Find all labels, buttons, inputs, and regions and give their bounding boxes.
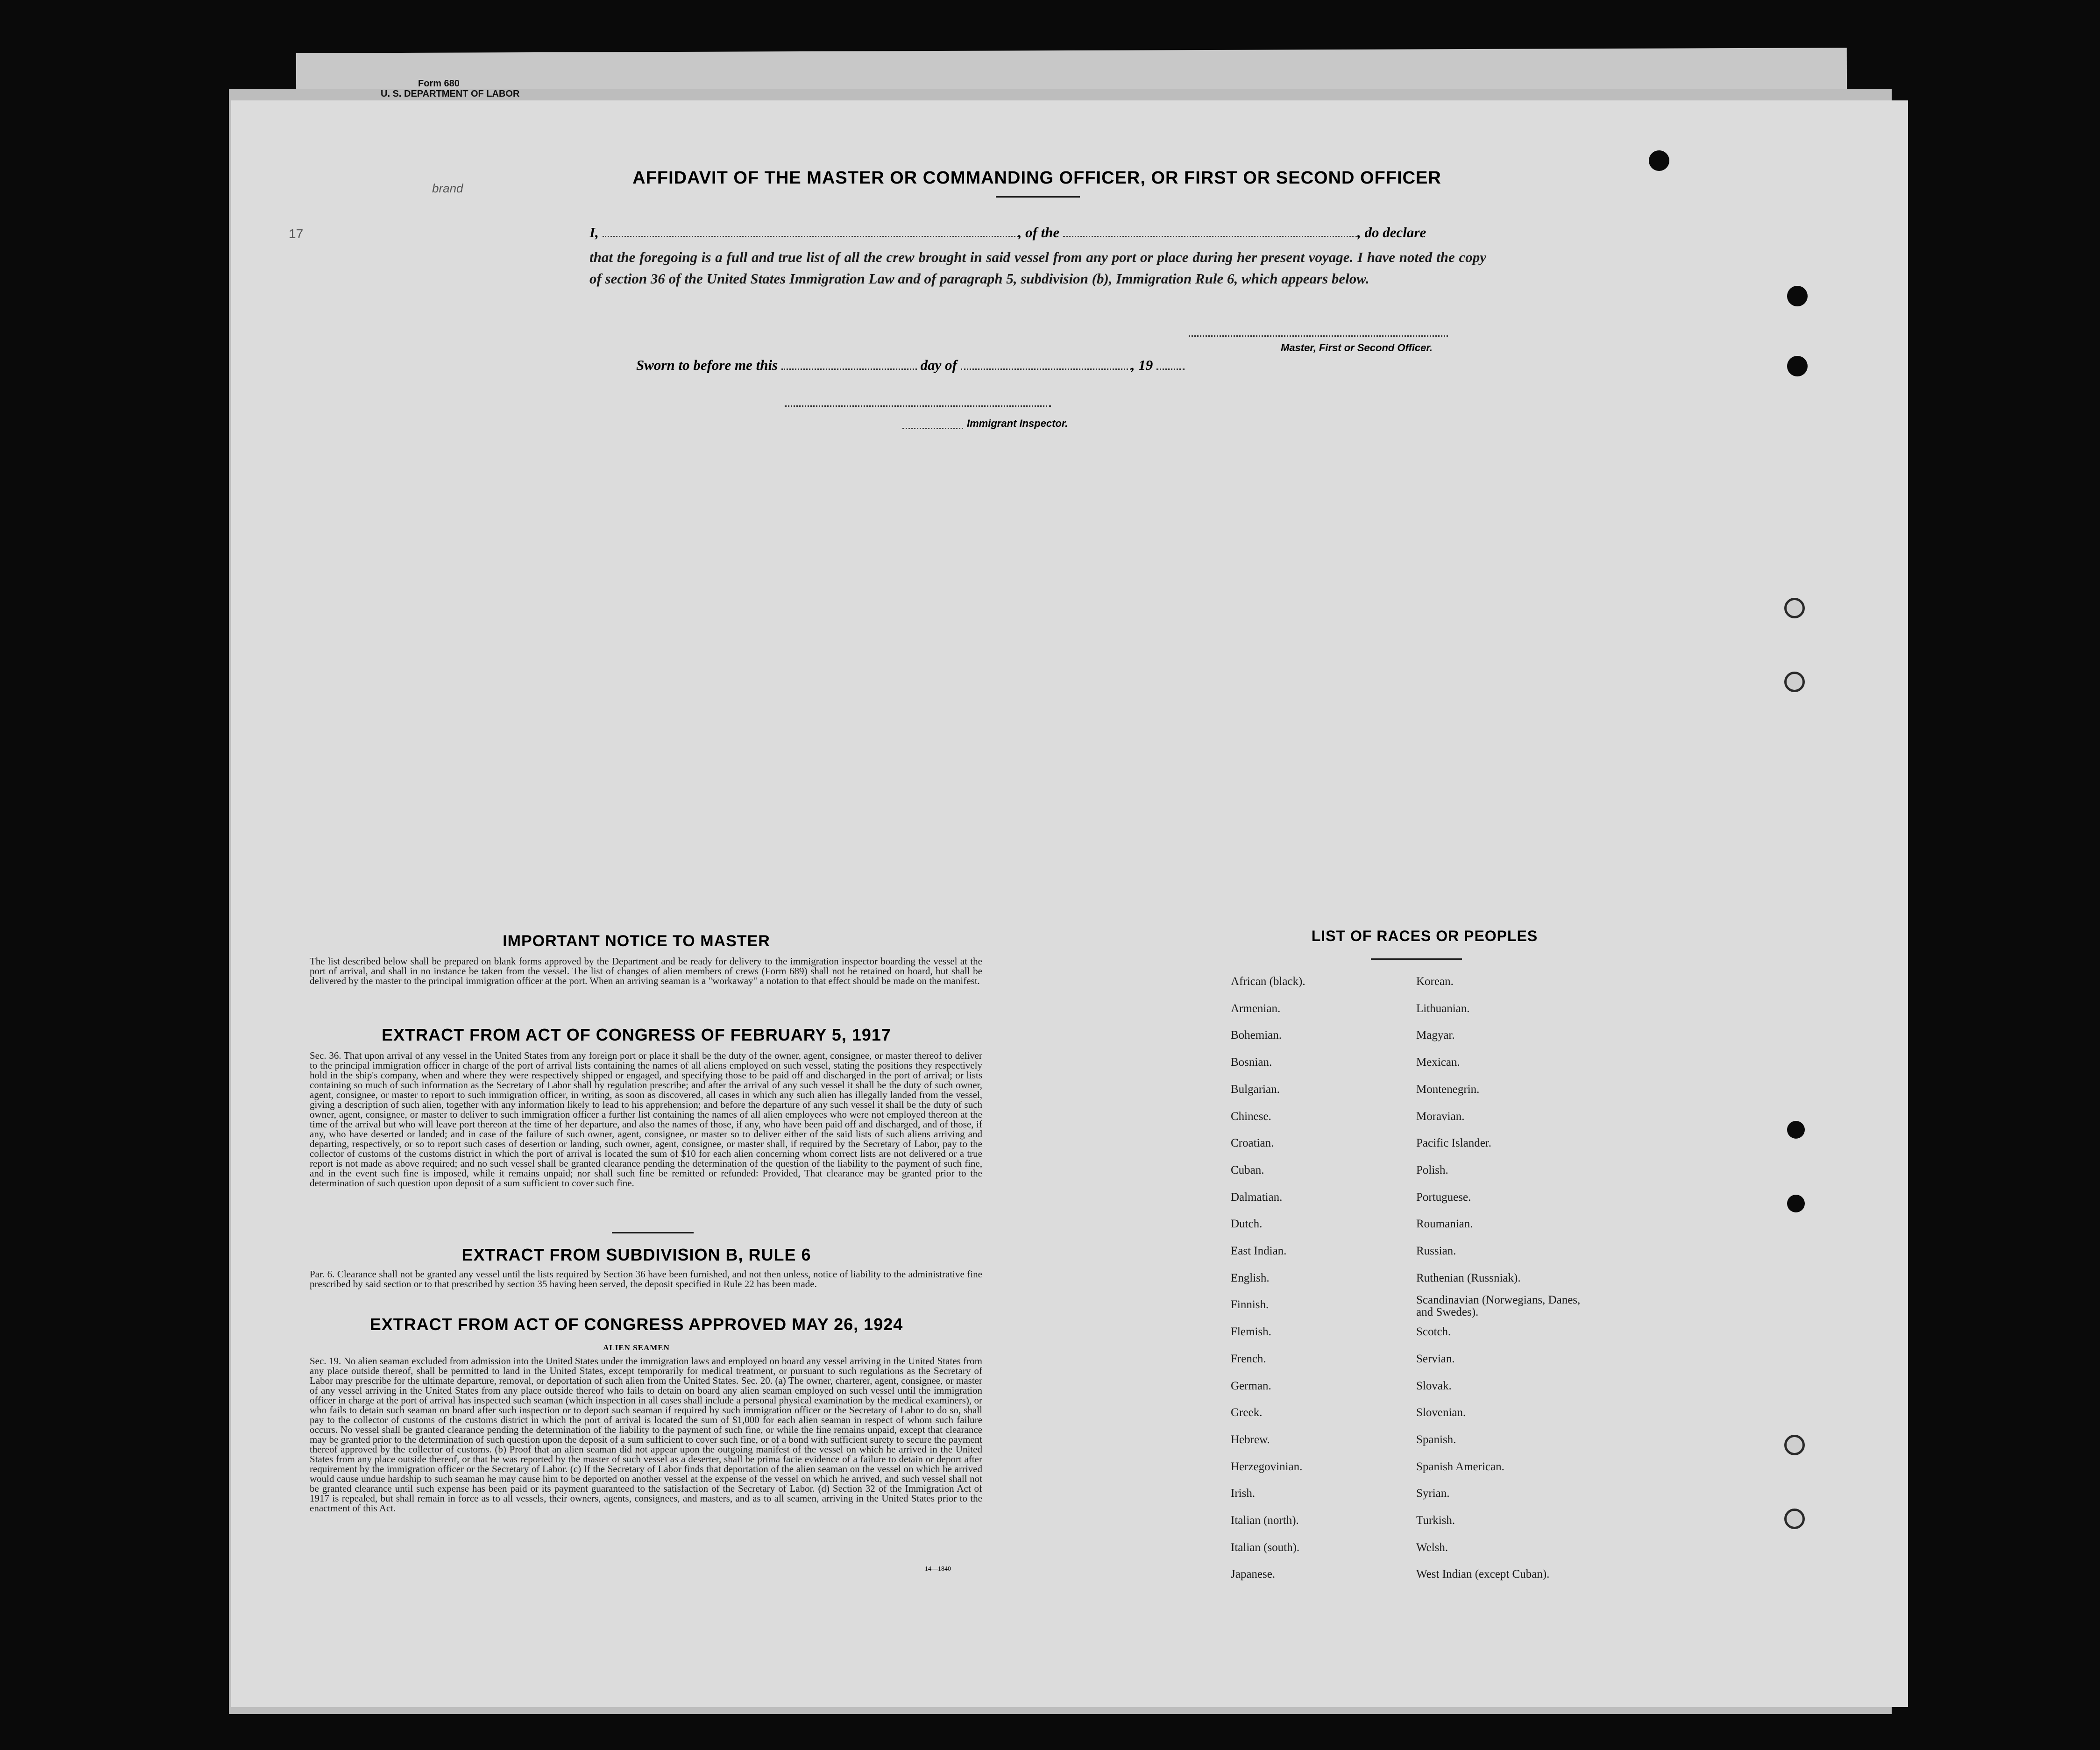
punch-hole — [1787, 356, 1808, 376]
extract-1924-title: EXTRACT FROM ACT OF CONGRESS APPROVED MAY 26, 1924 — [369, 1315, 903, 1334]
rule6-text: Par. 6. Clearance shall not be granted any vessel until the lists required by Section 36 have been furnished, and not then unless, notice of liability to the administrative fine prescribed by said section or to that prescribed by section 35 having been served, the deposit specified in Rule 22 has been made. — [310, 1268, 982, 1289]
race-item: West Indian (except Cuban). — [1416, 1568, 1550, 1581]
print-code: 14—1840 — [925, 1566, 951, 1573]
race-item: Spanish. — [1416, 1433, 1456, 1446]
race-item: Greek. — [1231, 1406, 1263, 1419]
race-item: East Indian. — [1231, 1245, 1287, 1258]
name-blank — [603, 225, 1018, 237]
race-item: Lithuanian. — [1416, 1002, 1470, 1015]
punch-hole — [1787, 286, 1808, 306]
notice-text: The list described below shall be prepared on blank forms approved by the Department and be ready for delivery to the immigration inspector boarding the vessel at the port of arrival, and shall in no instance be taken from the vessel. The list of changes of alien members of crews (Form 689) shall not be retained on board, but shall be delivered by the master to the principal immigration officer at the port. When an arriving seaman is a "workaway" a notation to that effect should be made on the manifest. — [310, 956, 982, 986]
sworn-prefix: Sworn to before me this — [636, 357, 778, 373]
race-item: Spanish American. — [1416, 1460, 1504, 1473]
stray-handwriting: brand — [432, 181, 463, 195]
inspector-signature-lead — [902, 421, 963, 429]
inspector-caption: Immigrant Inspector. — [967, 418, 1068, 429]
race-item: Croatian. — [1231, 1137, 1274, 1150]
race-item: Scandinavian (Norwegians, Danes, and Swedes). — [1416, 1294, 1581, 1319]
extract-1917-text: Sec. 36. That upon arrival of any vessel in the United States from any foreign port or place it shall be the duty of the owner, agent, consignee, or master thereof to deliver to the principal immigration officer in charge of the port of arrival lists containing the names of all aliens employed on such vessel, stating the positions they respectively hold in the ship's company, when and where they were respectively shipped or engaged, and specifying those to be paid off and discharged in the port of arrival; or lists containing so much of such information as the Secretary of Labor shall by regulation prescribe; and after the arrival of any such vessel it shall be the duty of such owner, agent, consignee, or master to report to such immigration officer, in writing, as soon as discovered, all cases in which any such alien has illegally landed from the vessel, giving a description of such alien, together with any information likely to lead to his apprehension; and before the departure of any such vessel it shall be the duty of such owner, agent, consignee, or master to deliver to such immigration officer a further list containing the names of all alien employees who were not employed thereon at the time of the arrival but who will leave port thereon at the time of her departure, and also the names of those, if any, who have been paid off and discharged, and of those, if any, who have deserted or landed; and in case of the failure of such owner, agent, consignee, or master so to deliver either of the said lists of such aliens arriving and departing, respectively, or so to report such cases of desertion or landing, such owner, agent, consignee, or master shall, if required by the Secretary of Labor, pay to the collector of customs of the customs district in which the port of arrival is located the sum of $10 for each alien concerning whom correct lists are not delivered or a true report is not made as above required; and no such vessel shall be granted clearance pending the determination of the question of the liability to the payment of such fine, and in the event such fine is imposed, while it remains unpaid; nor shall such fine be remitted or refunded: Provided, That clearance may be granted prior to the determination of such question upon deposit of a sum sufficient to cover such fine. — [310, 1050, 982, 1189]
race-item: Slovak. — [1416, 1379, 1452, 1392]
race-item: Bohemian. — [1231, 1029, 1282, 1042]
affidavit-title: AFFIDAVIT OF THE MASTER OR COMMANDING OFFICER, OR FIRST OR SECOND OFFICER — [632, 168, 1441, 188]
extract-1924-subtitle: ALIEN SEAMEN — [603, 1343, 670, 1352]
race-item: Welsh. — [1416, 1541, 1448, 1554]
margin-left-mark: 17 — [289, 227, 304, 241]
extract-1917-title: EXTRACT FROM ACT OF CONGRESS OF FEBRUARY 5, 1917 — [382, 1025, 891, 1044]
race-item: Herzegovinian. — [1231, 1460, 1303, 1473]
race-item: Polish. — [1416, 1163, 1448, 1176]
race-item: Mexican. — [1416, 1056, 1460, 1069]
rule6-title: EXTRACT FROM SUBDIVISION B, RULE 6 — [461, 1245, 811, 1264]
punch-hole-ring — [1784, 1509, 1805, 1529]
vessel-blank — [1063, 225, 1357, 237]
master-caption: Master, First or Second Officer. — [1281, 342, 1433, 354]
race-item: Syrian. — [1416, 1487, 1450, 1500]
race-item: German. — [1231, 1379, 1271, 1392]
sworn-day-blank — [781, 359, 917, 370]
sworn-month-blank — [961, 359, 1131, 370]
race-item: Irish. — [1231, 1487, 1256, 1500]
affidavit-declare-label: , do declare — [1357, 224, 1426, 241]
races-column-2 — [1416, 968, 1589, 1588]
section-divider — [612, 1232, 694, 1233]
race-item: African (black). — [1231, 975, 1305, 988]
race-item: Korean. — [1416, 975, 1454, 988]
form-header — [381, 78, 519, 99]
race-item: Dalmatian. — [1231, 1190, 1283, 1204]
race-item: Armenian. — [1231, 1002, 1281, 1015]
race-item: Bulgarian. — [1231, 1083, 1280, 1096]
punch-hole-ring — [1784, 672, 1805, 692]
inspector-signature-line — [785, 405, 1051, 407]
races-column-1 — [1231, 968, 1305, 1588]
punch-hole-ring — [1784, 1435, 1805, 1455]
master-signature-line — [1189, 335, 1448, 337]
race-item: French. — [1231, 1352, 1266, 1365]
sworn-year-blank — [1156, 359, 1185, 370]
form-number: Form 680 — [418, 78, 460, 89]
affidavit-of-the-label: , of the — [1018, 224, 1060, 241]
race-item: Chinese. — [1231, 1110, 1271, 1123]
race-item: Finnish. — [1231, 1298, 1269, 1311]
notice-title: IMPORTANT NOTICE TO MASTER — [503, 932, 770, 950]
punch-hole — [1649, 150, 1669, 171]
affidavit-i-label: I, — [589, 224, 599, 241]
sworn-day-label: day of — [920, 357, 957, 373]
department-name: U. S. DEPARTMENT OF LABOR — [381, 89, 520, 99]
race-item: Ruthenian (Russniak). — [1416, 1271, 1521, 1284]
race-item: Pacific Islander. — [1416, 1137, 1492, 1150]
race-item: Servian. — [1416, 1352, 1455, 1365]
race-item: Scotch. — [1416, 1325, 1451, 1339]
affidavit-body: that the foregoing is a full and true list of all the crew brought in said vessel from any port or place during her present voyage. I have noted the copy of section 36 of the United States Immigration Law and of paragraph 5, subdivision (b), Immigration Rule 6, which appears below. — [589, 249, 1486, 287]
race-item: Japanese. — [1231, 1568, 1276, 1581]
sworn-year-label: , 19 — [1131, 357, 1153, 373]
race-item: Flemish. — [1231, 1325, 1271, 1339]
race-item: Russian. — [1416, 1245, 1456, 1258]
race-item: Portuguese. — [1416, 1190, 1471, 1204]
race-item: Italian (north). — [1231, 1514, 1299, 1527]
race-item: Moravian. — [1416, 1110, 1465, 1123]
race-item: Bosnian. — [1231, 1056, 1272, 1069]
race-item: English. — [1231, 1271, 1270, 1284]
race-item: Hebrew. — [1231, 1433, 1270, 1446]
punch-hole — [1787, 1121, 1805, 1139]
title-rule — [996, 196, 1080, 198]
race-item: Slovenian. — [1416, 1406, 1466, 1419]
races-title: LIST OF RACES OR PEOPLES — [1311, 928, 1538, 944]
sworn-line — [636, 357, 1185, 374]
race-item: Roumanian. — [1416, 1218, 1473, 1231]
race-item: Dutch. — [1231, 1218, 1263, 1231]
race-item: Italian (south). — [1231, 1541, 1300, 1554]
race-item: Montenegrin. — [1416, 1083, 1480, 1096]
extract-1924-text: Sec. 19. No alien seaman excluded from admission into the United States under the immigration laws and employed on board any vessel arriving in the United States from any place outside thereof, shall be permitted to land in the United States, except temporarily for medical treatment, or pursuant to such regulations as the Secretary of Labor may prescribe for the ultimate departure, removal, or deportation of such alien from the United States. Sec. 20. (a) The owner, charterer, agent, consignee, or master of any vessel arriving in the United States from any place outside thereof who fails to detain on board any alien seaman employed on such vessel until the immigration officer in charge at the port of arrival has inspected such seaman (which inspection in all cases shall include a personal physical examination by the medical examiners), or who fails to detain such seaman on board after such inspection or to deport such seaman if required by such immigration officer or the Secretary of Labor to do so, shall pay to the collector of customs of the customs district in which the port of arrival is located the sum of $1,000 for each alien seaman in respect of whom such failure occurs. No vessel shall be granted clearance pending the determination of the liability to the payment of such fine, or while the fine remains unpaid, except that clearance may be granted prior to the determination of such question upon the deposit of a sum sufficient to cover such fine, or of a bond with sufficient surety to secure the payment thereof approved by the collector of customs. (b) Proof that an alien seaman did not appear upon the outgoing manifest of the vessel on which he arrived in the United States from any place outside thereof, or that he was reported by the master of such vessel as a deserter, shall be prima facie evidence of a failure to detain or deport after requirement by the immigration officer or the Secretary of Labor. (c) If the Secretary of Labor finds that deportation of the alien seaman on the vessel on which he arrived would cause undue hardship to such seaman he may cause him to be deported on another vessel at the expense of the vessel on which he arrived, and such vessel shall not be granted clearance until such expense has been paid or its payment guaranteed to the satisfaction of the Secretary of Labor. (d) Section 32 of the Immigration Act of 1917 is repealed, but shall remain in force as to all vessels, their owners, agents, consignees, and masters, and as to all seamen, arriving in the United States prior to the enactment of this Act. — [310, 1355, 982, 1514]
races-title-rule — [1371, 958, 1462, 960]
punch-hole — [1787, 1195, 1805, 1212]
race-item: Magyar. — [1416, 1029, 1455, 1042]
punch-hole-ring — [1784, 598, 1805, 618]
race-item: Cuban. — [1231, 1163, 1264, 1176]
affidavit-declaration-line — [589, 224, 1486, 241]
race-item: Turkish. — [1416, 1514, 1455, 1527]
